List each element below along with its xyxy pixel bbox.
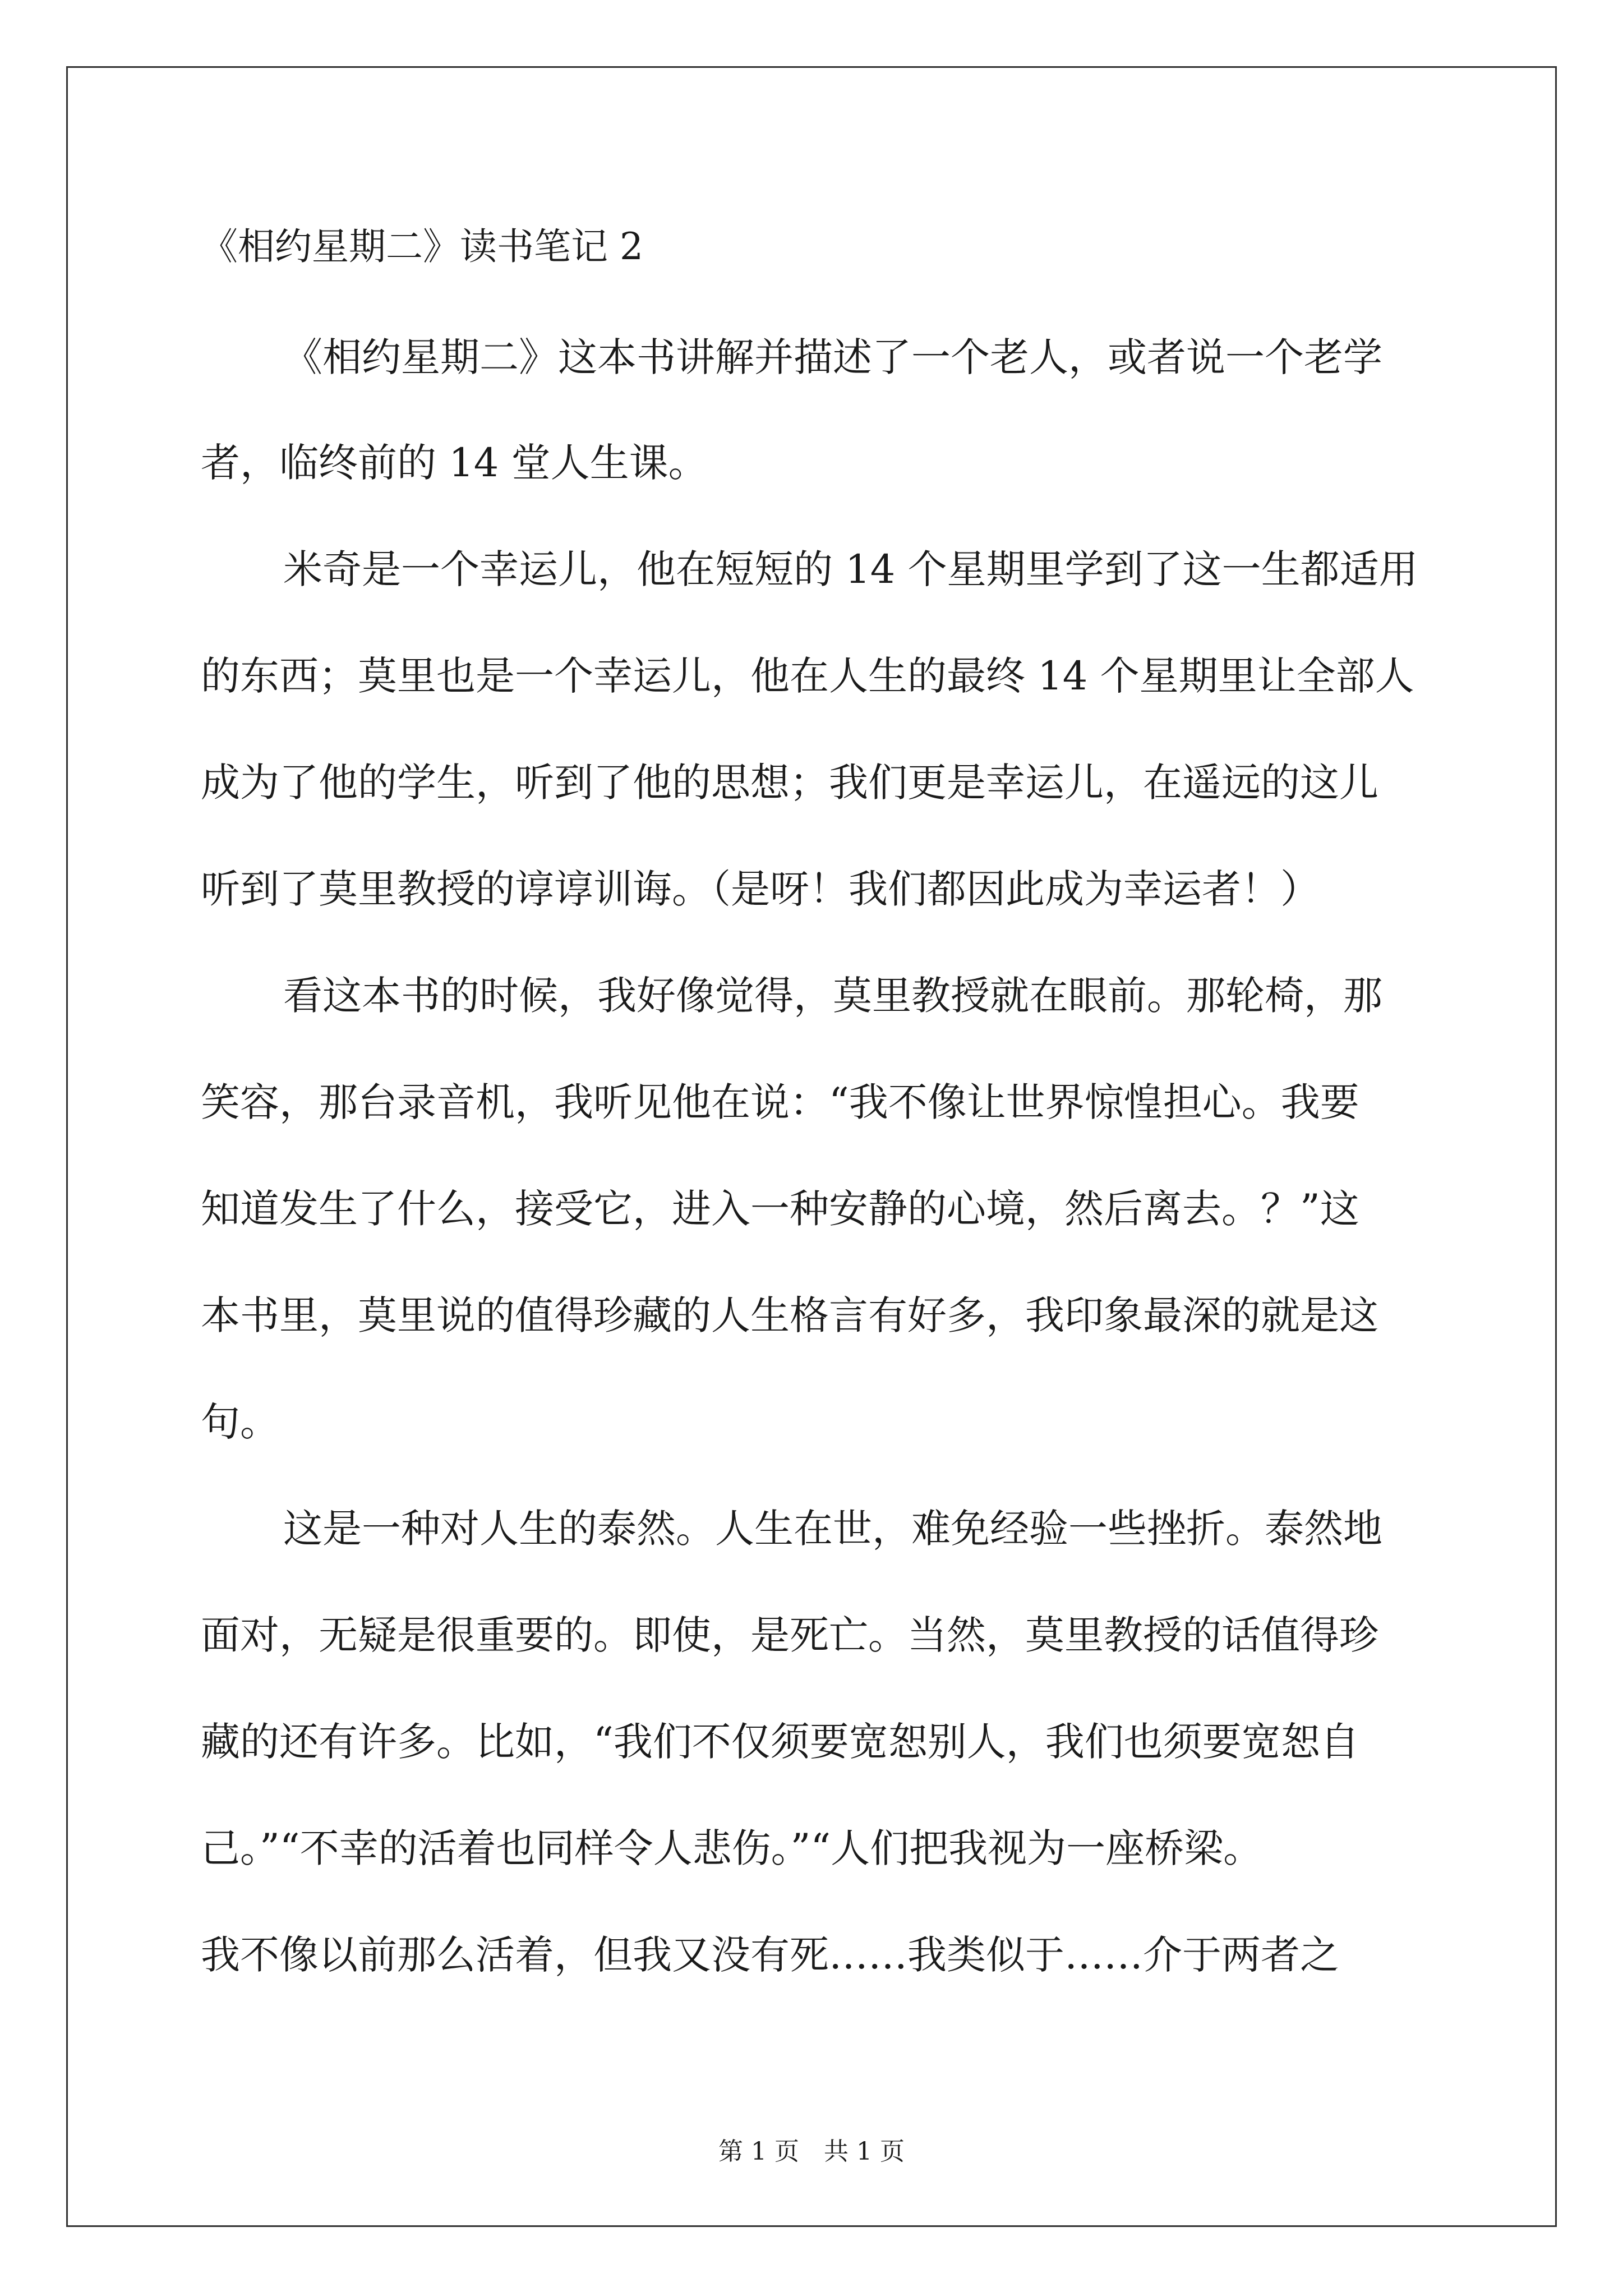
paragraph-4-line-1: 这是一种对人生的泰然。人生在世，难免经验一些挫折。泰然地 [283, 1506, 1382, 1552]
paragraph-3-line-2: 笑容，那台录音机，我听见他在说：“我不像让世界惊惶担心。我要 [201, 1079, 1359, 1125]
page-border [66, 66, 1557, 2227]
paragraph-2-line-3: 成为了他的学生，听到了他的思想；我们更是幸运儿，在遥远的这儿 [201, 760, 1378, 806]
paragraph-1-line-1: 《相约星期二》这本书讲解并描述了一个老人，或者说一个老学 [283, 334, 1382, 380]
paragraph-4-line-4: 己。”“不幸的活着也同样令人悲伤。”“人们把我视为一座桥梁。 [201, 1825, 1263, 1871]
paragraph-1-line-2: 者，临终前的 14 堂人生课。 [201, 440, 708, 486]
document-title: 《相约星期二》读书笔记 2 [201, 225, 643, 268]
paragraph-4-line-3: 藏的还有许多。比如，“我们不仅须要宽恕别人，我们也须要宽恕自 [201, 1719, 1359, 1765]
paragraph-2-line-2: 的东西；莫里也是一个幸运儿，他在人生的最终 14 个星期里让全部人 [201, 653, 1414, 699]
paragraph-4-line-2: 面对，无疑是很重要的。即使，是死亡。当然，莫里教授的话值得珍 [201, 1612, 1378, 1658]
paragraph-3-line-1: 看这本书的时候，我好像觉得，莫里教授就在眼前。那轮椅，那 [283, 973, 1382, 1019]
paragraph-2-line-1: 米奇是一个幸运儿，他在短短的 14 个星期里学到了这一生都适用 [283, 546, 1418, 592]
paragraph-4-line-5: 我不像以前那么活着，但我又没有死……我类似于……介于两者之 [201, 1932, 1339, 1978]
paragraph-3-line-4: 本书里，莫里说的值得珍藏的人生格言有好多，我印象最深的就是这 [201, 1292, 1378, 1338]
paragraph-2-line-4: 听到了莫里教授的谆谆训诲。（是呀！我们都因此成为幸运者！） [201, 866, 1320, 912]
paragraph-3-line-3: 知道发生了什么，接受它，进入一种安静的心境，然后离去。？”这 [201, 1186, 1359, 1232]
paragraph-3-line-5: 句。 [201, 1399, 279, 1445]
page-footer: 第 1 页 共 1 页 [718, 2137, 905, 2166]
